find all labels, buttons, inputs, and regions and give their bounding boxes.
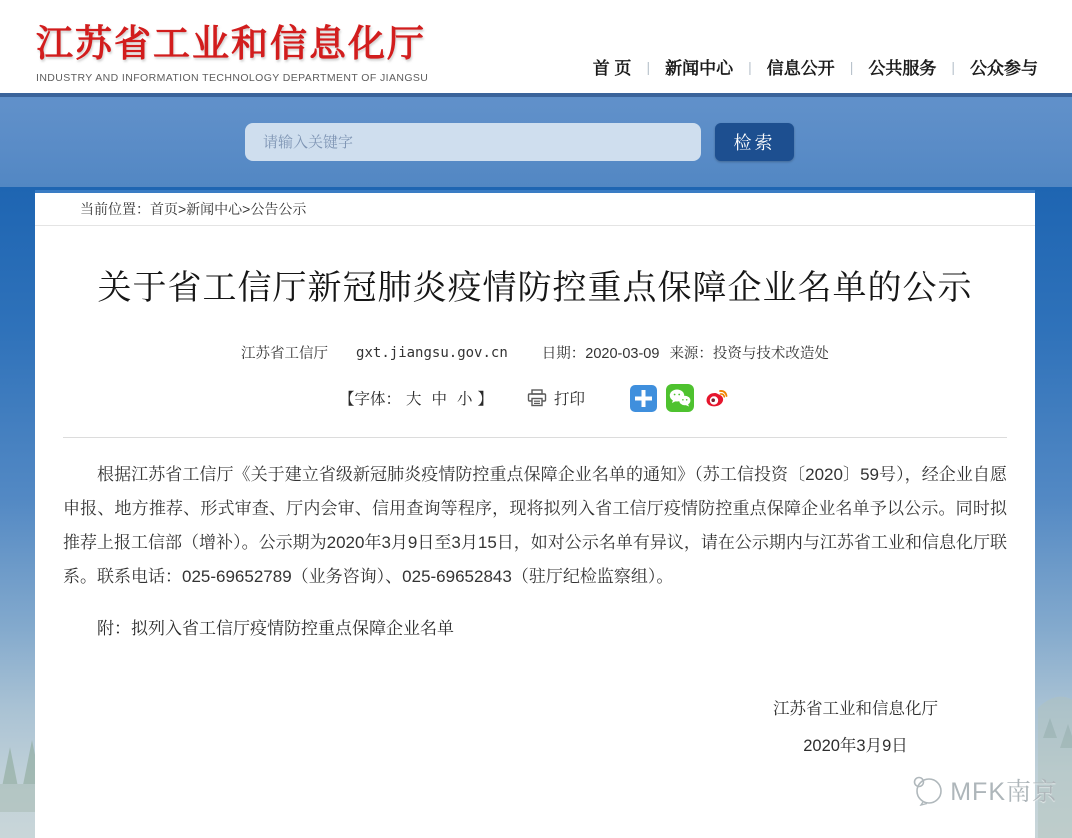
font-size-medium[interactable]: 中 [431,391,447,409]
site-logo [36,13,428,84]
meta-website: gxt.jiangsu.gov.cn [356,344,508,361]
nav-item-public-participation[interactable]: 公众参与 [970,59,1038,78]
wechat-icon[interactable] [666,384,694,412]
logo-subtitle: INDUSTRY AND INFORMATION TECHNOLOGY DEPARTMENT OF JIANGSU [36,72,429,84]
watermark-logo-icon [910,774,946,806]
meta-source: 来源：投资与技术改造处 [669,346,829,363]
search-bar [245,123,794,161]
search-input[interactable] [245,123,701,161]
weibo-icon[interactable] [703,384,731,412]
search-band [0,97,1072,187]
font-size-control [339,387,493,409]
nav-separator: | [849,58,854,75]
site-header [0,0,1072,93]
signature-block [35,695,1035,756]
article-title: 关于省工信厅新冠肺炎疫情防控重点保障企业名单的公示 [97,269,973,307]
nav-item-home[interactable]: 首 页 [592,59,632,78]
landscape-hill-right [1038,648,1072,838]
font-size-prefix: 【字体： [338,391,401,409]
font-size-large[interactable]: 大 [405,391,422,409]
watermark [910,772,1058,808]
article-toolbar [35,384,1035,412]
nav-item-news[interactable]: 新闻中心 [665,59,734,78]
signature-date: 2020年3月9日 [803,737,908,756]
print-button[interactable] [527,387,585,409]
font-size-small[interactable]: 小 [457,391,473,409]
article-meta [35,342,1035,363]
nav-separator: | [646,58,651,75]
share-plus-icon[interactable] [630,385,657,412]
print-label: 打印 [554,391,586,409]
page-background [0,187,1072,838]
article-paragraph: 根据江苏省工信厅《关于建立省级新冠肺炎疫情防控重点保障企业名单的通知》（苏工信投资〔2020〕59号），经企业自愿申报、地方推荐、形式审查、厅内会审、信用查询等程序，现将拟列入省工信厅疫情防控重点保障企业名单予以公示。同时拟推荐上报工信部（增补）。公示期为2020年3月9日至3月15日，如对公示名单有异议，请在公示期内与江苏省工业和信息化厅联系。联系电话：025-69652789（业务咨询）、025-69652843（驻厅纪检监察组）。 [63,465,1007,587]
signature-department: 江苏省工业和信息化厅 [773,700,938,719]
share-buttons [621,384,731,412]
nav-separator: | [951,58,955,75]
attachment-link[interactable]: 附：拟列入省工信厅疫情防控重点保障企业名单 [97,619,454,639]
nav-separator: | [748,58,752,75]
nav-item-public-service[interactable]: 公共服务 [868,59,937,78]
main-nav [593,54,1038,79]
content-panel [35,190,1035,838]
breadcrumb-label: 当前位置： [80,201,150,217]
nav-item-info-disclosure[interactable]: 信息公开 [766,59,835,78]
font-size-suffix: 】 [477,391,494,409]
watermark-label: MFK南京 [950,778,1058,806]
meta-date: 日期：2020-03-09 [541,346,660,363]
content-divider [63,437,1007,438]
search-button[interactable]: 检索 [715,123,794,161]
breadcrumb-path[interactable]: 首页>新闻中心>公告公示 [150,201,307,217]
meta-department: 江苏省工信厅 [241,346,329,363]
logo-title: 江苏省工业和信息化厅 [36,23,426,64]
printer-icon [527,389,547,407]
breadcrumb [35,193,1035,226]
